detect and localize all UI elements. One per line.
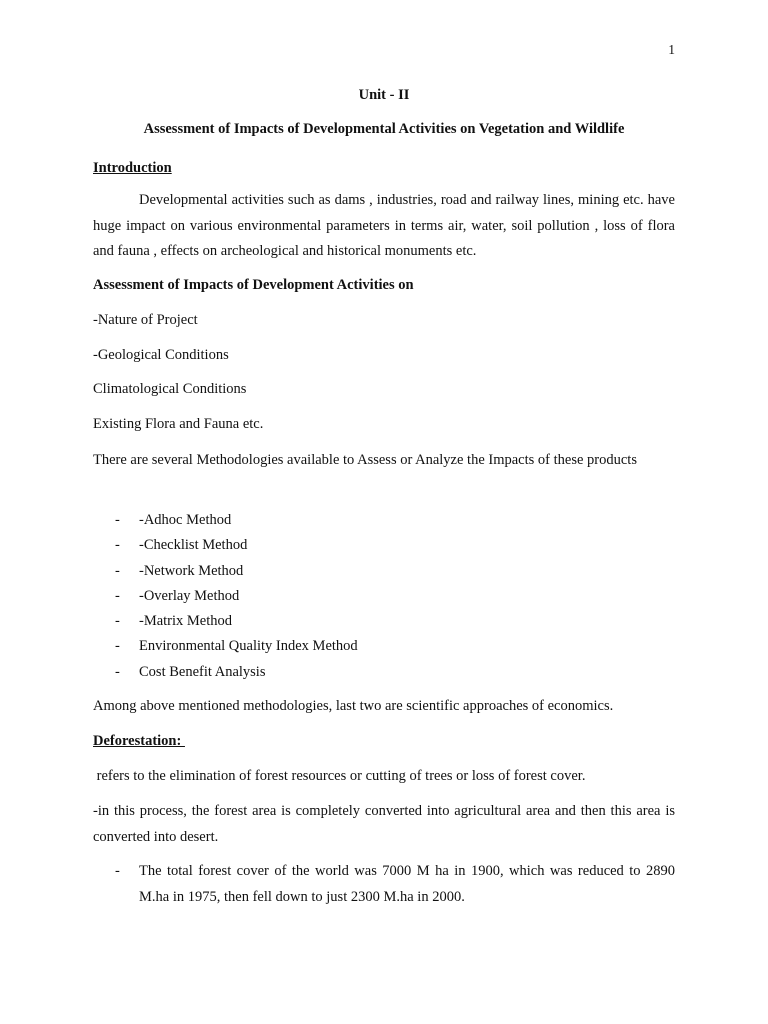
list-item <box>93 634 675 659</box>
assessment-item: -Geological Conditions <box>93 347 229 363</box>
deforestation-fact-text: The total forest cover of the world was 7000 M ha in 1900, which was reduced to 2890 M.ha in 1975, then fell down to just 2300 M.ha in 2000. <box>139 863 675 905</box>
dash-bullet: - <box>115 587 120 604</box>
deforestation-process-paragraph: -in this process, the forest area is completely converted into agricultural area and then this area is converted into desert. <box>93 803 675 845</box>
document-title: Assessment of Impacts of Developmental Activities on Vegetation and Wildlife <box>143 121 625 137</box>
method-label: -Checklist Method <box>139 537 248 554</box>
assessment-item: Existing Flora and Fauna etc. <box>93 416 264 432</box>
deforestation-fact-item <box>93 858 675 910</box>
list-item <box>93 508 675 533</box>
page-number: 1 <box>668 42 675 57</box>
introduction-paragraph: Developmental activities such as dams , industries, road and railway lines, mining etc. have huge impact on various environmental parameters in terms air, water, soil pollution , loss of flora and fauna , effects on archeological and historical monuments etc. <box>93 192 675 259</box>
dash-bullet: - <box>115 537 120 554</box>
dash-bullet: - <box>115 562 120 579</box>
method-label: Environmental Quality Index Method <box>139 638 358 655</box>
list-item <box>93 584 675 609</box>
deforestation-definition: refers to the elimination of forest resources or cutting of trees or loss of forest cover. <box>93 768 586 784</box>
assessment-heading: Assessment of Impacts of Development Activities on <box>93 277 414 293</box>
assessment-item: Climatological Conditions <box>93 381 247 397</box>
list-item <box>93 559 675 584</box>
list-item <box>93 533 675 558</box>
introduction-heading: Introduction <box>93 160 172 176</box>
methods-note-paragraph: Among above mentioned methodologies, last two are scientific approaches of economics. <box>93 698 614 714</box>
methods-intro-paragraph: There are several Methodologies available to Assess or Analyze the Impacts of these products <box>93 452 637 468</box>
dash-bullet: - <box>115 863 120 879</box>
dash-bullet: - <box>115 613 120 630</box>
method-label: -Overlay Method <box>139 587 240 604</box>
dash-bullet: - <box>115 638 120 655</box>
list-item <box>93 609 675 634</box>
method-label: -Adhoc Method <box>139 512 232 528</box>
deforestation-heading: Deforestation: <box>93 733 185 749</box>
methods-list-container <box>93 508 675 685</box>
assessment-item: -Nature of Project <box>93 312 198 328</box>
methods-list <box>93 508 675 685</box>
method-label: Cost Benefit Analysis <box>139 663 266 680</box>
unit-title: Unit - II <box>358 87 410 103</box>
dash-bullet: - <box>115 663 120 680</box>
method-label: -Matrix Method <box>139 613 233 630</box>
dash-bullet: - <box>115 512 120 528</box>
list-item <box>93 660 675 685</box>
method-label: -Network Method <box>139 562 244 579</box>
